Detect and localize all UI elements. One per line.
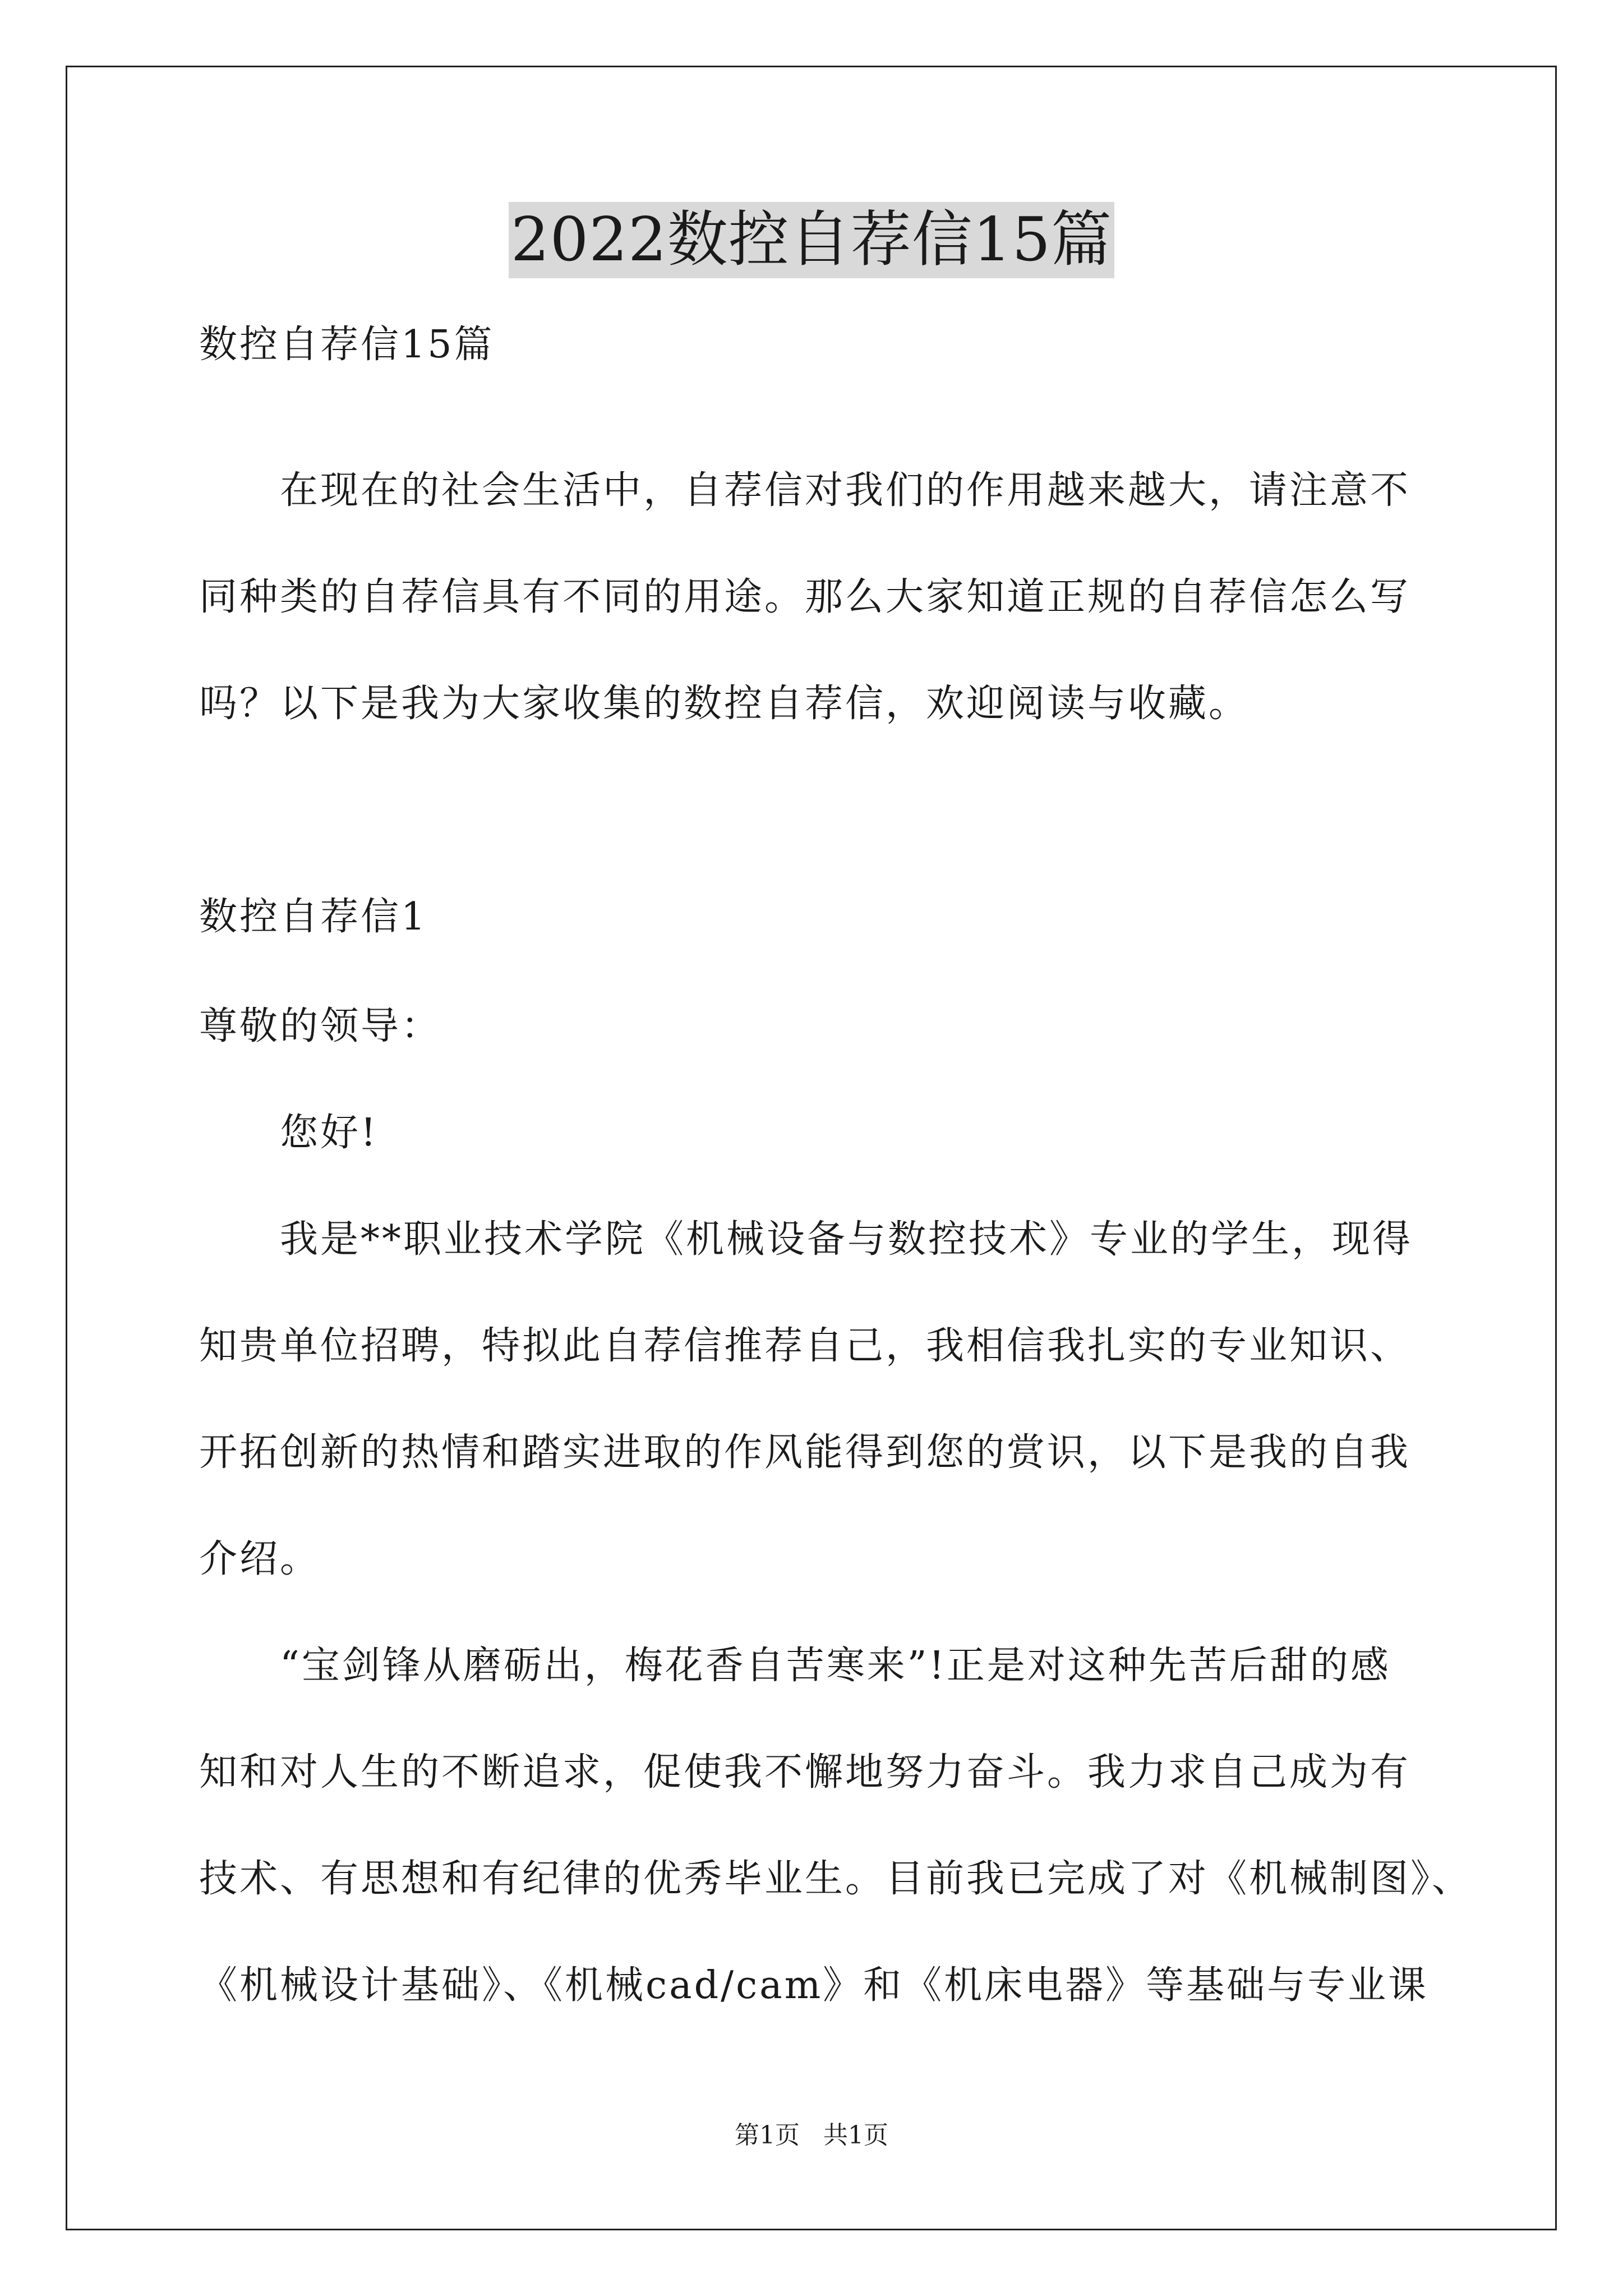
title-container <box>0 202 1623 278</box>
paragraph-line: “宝剑锋从磨砺出，梅花香自苦寒来”!正是对这种先苦后甜的感 <box>199 1644 1391 1688</box>
page-total: 共1页 <box>823 2121 888 2150</box>
paragraph-line: 开拓创新的热情和踏实进取的作风能得到您的赏识，以下是我的自我 <box>199 1430 1411 1475</box>
paragraph-line: 同种类的自荐信具有不同的用途。那么大家知道正规的自荐信怎么写 <box>199 575 1411 619</box>
paragraph-line: 介绍。 <box>199 1537 321 1581</box>
paragraph-line: 在现在的社会生活中，自荐信对我们的作用越来越大，请注意不 <box>199 468 1411 513</box>
page-number: 第1页 <box>735 2121 800 2150</box>
greeting: 您好! <box>199 1111 379 1155</box>
paragraph-line: 知贵单位招聘，特拟此自荐信推荐自己，我相信我扎实的专业知识、 <box>199 1324 1411 1368</box>
salutation: 尊敬的领导： <box>199 1004 442 1048</box>
paragraph-line: 吗？以下是我为大家收集的数控自荐信，欢迎阅读与收藏。 <box>199 682 1249 726</box>
subtitle: 数控自荐信15篇 <box>199 323 495 367</box>
paragraph-line: 知和对人生的不断追求，促使我不懈地努力奋斗。我力求自己成为有 <box>199 1750 1411 1795</box>
paragraph-line: 我是**职业技术学院《机械设备与数控技术》专业的学生，现得 <box>199 1217 1413 1262</box>
page-footer <box>0 2115 1623 2151</box>
paragraph-line: 《机械设计基础》、《机械cad/cam》和《机床电器》等基础与专业课 <box>199 1963 1429 2008</box>
section-heading: 数控自荐信1 <box>199 895 428 939</box>
paragraph-line: 技术、有思想和有纪律的优秀毕业生。目前我已完成了对《机械制图》、 <box>199 1857 1473 1901</box>
document-title: 2022数控自荐信15篇 <box>509 202 1114 278</box>
